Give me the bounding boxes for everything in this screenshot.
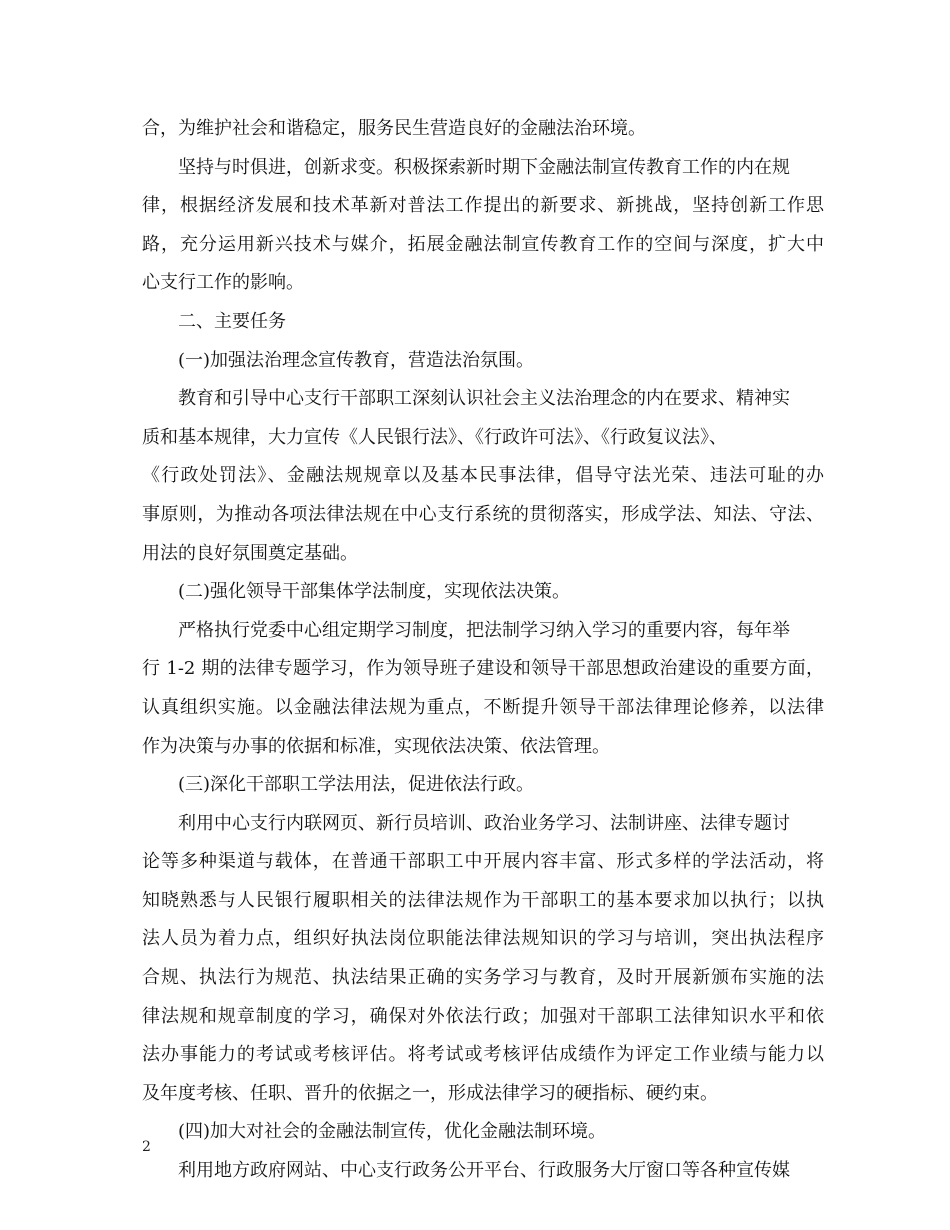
paragraph-first-line: 利用地方政府网站、中心支行政务公开平台、行政服务大厅窗口等各种宣传媒 xyxy=(178,1160,790,1182)
paragraph-first-line: 利用中心支行内联网页、新行员培训、政治业务学习、法制讲座、法律专题讨 xyxy=(178,812,790,834)
text-line: 知晓熟悉与人民银行履职相关的法律法规作为干部职工的基本要求加以执行；以执 xyxy=(142,889,824,911)
paragraph-first-line: 坚持与时俱进，创新求变。积极探索新时期下金融法制宣传教育工作的内在规 xyxy=(178,156,790,178)
text-line: 合规、执法行为规范、执法结果正确的实务学习与教育，及时开展新颁布实施的法 xyxy=(142,967,824,989)
paragraph-first-line: 教育和引导中心支行干部职工深刻认识社会主义法治理念的内在要求、精神实 xyxy=(178,388,790,410)
text-line: 法人员为着力点，组织好执法岗位职能法律法规知识的学习与培训，突出执法程序 xyxy=(142,928,824,950)
text-line: 合，为维护社会和谐稳定，服务民生营造良好的金融法治环境。 xyxy=(142,118,646,139)
text-line: 事原则，为推动各项法律法规在中心支行系统的贯彻落实，形成学法、知法、守法、 xyxy=(142,503,824,525)
text-line: 作为决策与办事的依据和标准，实现依法决策、依法管理。 xyxy=(142,735,610,757)
subsection-heading: (一)加强法治理念宣传教育，营造法治氛围。 xyxy=(178,349,535,371)
text-line: 行 1-2 期的法律专题学习，作为领导班子建设和领导干部思想政治建设的重要方面， xyxy=(142,658,824,680)
subsection-heading: (四)加大对社会的金融法制宣传，优化金融法制环境。 xyxy=(178,1121,607,1143)
body-text xyxy=(142,110,824,1191)
text-line: 律，根据经济发展和技术革新对普法工作提出的新要求、新挑战，坚持创新工作思 xyxy=(142,195,824,217)
text-line: 论等多种渠道与载体，在普通干部职工中开展内容丰富、形式多样的学法活动，将 xyxy=(142,851,824,873)
text-line: 质和基本规律，大力宣传《人民银行法》、《行政许可法》、《行政复议法》、 xyxy=(142,426,727,448)
page-number: 2 xyxy=(142,1139,151,1155)
paragraph-first-line: 严格执行党委中心组定期学习制度，把法制学习纳入学习的重要内容，每年举 xyxy=(178,619,790,641)
text-line: 心支行工作的影响。 xyxy=(142,272,304,294)
text-line: 认真组织实施。以金融法律法规为重点，不断提升领导干部法律理论修养，以法律 xyxy=(142,696,824,718)
text-line: 用法的良好氛围奠定基础。 xyxy=(142,542,358,564)
subsection-heading: (三)深化干部职工学法用法，促进依法行政。 xyxy=(178,774,535,796)
section-heading: 二、主要任务 xyxy=(178,310,286,332)
text-line: 律法规和规章制度的学习，确保对外依法行政；加强对干部职工法律知识水平和依 xyxy=(142,1005,824,1027)
text-line: 《行政处罚法》、金融法规规章以及基本民事法律，倡导守法光荣、违法可耻的办 xyxy=(142,465,824,487)
subsection-heading: (二)强化领导干部集体学法制度，实现依法决策。 xyxy=(178,581,571,603)
text-line: 路，充分运用新兴技术与媒介，拓展金融法制宣传教育工作的空间与深度，扩大中 xyxy=(142,233,824,255)
text-line: 法办事能力的考试或考核评估。将考试或考核评估成绩作为评定工作业绩与能力以 xyxy=(142,1044,824,1066)
text-line: 及年度考核、任职、晋升的依据之一，形成法律学习的硬指标、硬约束。 xyxy=(142,1082,718,1104)
